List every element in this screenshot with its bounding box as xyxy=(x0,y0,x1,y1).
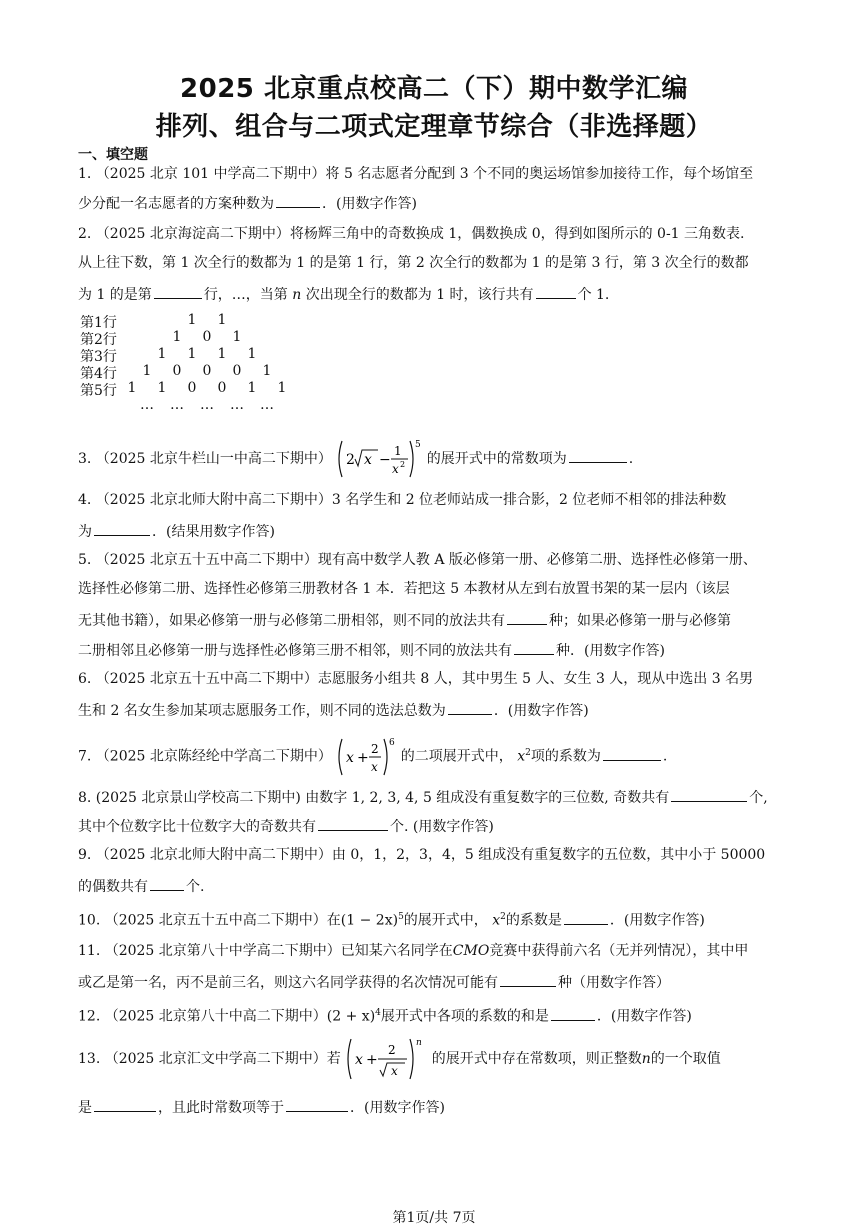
plus-sign: + xyxy=(366,1052,378,1068)
row-label: 第1行 xyxy=(80,315,117,331)
triangle-cell: 0 xyxy=(202,363,212,379)
row-label: 第3行 xyxy=(80,349,117,365)
q1-text: 少分配一名志愿者的方案种数为 xyxy=(78,196,274,212)
question-9-line-1: 9. （2025 北京北师大附中高二下期中）由 0，1，2，3，4，5 组成没有重复数字的五位数，其中小于 50000 xyxy=(78,847,766,863)
q5-text-d: 种．(用数字作答) xyxy=(556,643,665,659)
ellipsis: … xyxy=(230,397,244,413)
triangle-cell: 0 xyxy=(232,363,242,379)
ellipsis: … xyxy=(170,397,184,413)
answer-blank xyxy=(318,816,388,831)
answer-blank xyxy=(500,972,556,987)
q10-term-x: x xyxy=(492,912,501,929)
question-10-line xyxy=(78,908,798,930)
q10-expression: (1 − 2x) xyxy=(340,912,399,929)
ellipsis: … xyxy=(200,397,214,413)
q11-cmo: CMO xyxy=(452,943,490,959)
q7-tail: . xyxy=(662,748,668,765)
q7-binomial-formula xyxy=(336,735,396,779)
answer-blank xyxy=(286,1097,348,1112)
q13-variable-n: n xyxy=(641,1051,651,1067)
q7-text-b: 项的系数为 xyxy=(530,748,601,765)
triangle-cell: 1 xyxy=(247,346,257,362)
q9-text: 的偶数共有 xyxy=(78,879,148,895)
q11-tail: 种（用数字作答） xyxy=(558,975,670,991)
answer-blank xyxy=(536,284,576,299)
plus-sign: + xyxy=(357,749,370,766)
q3-source: 3. （2025 北京牛栏山一中高二下期中） xyxy=(78,451,332,467)
triangle-row xyxy=(80,346,310,363)
q5-text-b: 种；如果必修第一册与必修第 xyxy=(549,613,731,629)
q10-text: 的展开式中， xyxy=(403,912,488,929)
q11-text-a: 11. （2025 北京第八十中学高二下期中）已知某六名同学在 xyxy=(78,943,453,959)
ellipsis: … xyxy=(260,397,274,413)
question-11-line-1 xyxy=(78,942,798,960)
q5-text-a: 无其他书籍），如果必修第一册与必修第二册相邻，则不同的放法共有 xyxy=(78,613,505,629)
answer-blank xyxy=(514,640,554,655)
q2-text-a: 为 1 的是第 xyxy=(78,287,152,303)
page-footer: 第1页/共 7页 xyxy=(392,1210,476,1226)
question-8-line-2 xyxy=(78,816,798,836)
denominator-x: x xyxy=(391,1064,399,1078)
q10-term-exp: 2 xyxy=(500,912,506,922)
question-7-line xyxy=(78,731,798,775)
question-6-line-1: 6. （2025 北京五十五中高二下期中）志愿服务小组共 8 人，其中男生 5 人、女生 3 人，现从中选出 3 名男 xyxy=(78,671,754,687)
q3-tail: . xyxy=(628,451,634,467)
question-5-line-1: 5. （2025 北京五十五中高二下期中）现有高中数学人教 A 版必修第一册、必修第二册、选择性必修第一册、 xyxy=(78,552,757,568)
var-x: x xyxy=(355,1052,364,1068)
triangle-dots-row xyxy=(80,397,310,414)
answer-blank xyxy=(154,284,202,299)
coef-two: 2 xyxy=(346,452,356,468)
answer-blank xyxy=(276,193,320,208)
q7-term-x: x xyxy=(517,748,526,765)
answer-blank xyxy=(150,876,184,891)
triangle-cell: 1 xyxy=(187,346,197,362)
power: 5 xyxy=(415,440,422,450)
row-label: 第5行 xyxy=(80,383,117,399)
q10-tail: ．(用数字作答) xyxy=(609,912,705,929)
triangle-cell: 1 xyxy=(172,329,182,345)
question-4-line-2 xyxy=(78,521,798,541)
denominator-exp: 2 xyxy=(400,460,406,469)
triangle-cell: 1 xyxy=(157,346,167,362)
row-label: 第4行 xyxy=(80,366,117,382)
triangle-cell: 0 xyxy=(202,329,212,345)
answer-blank xyxy=(569,448,627,463)
numerator: 2 xyxy=(371,741,379,756)
var-x: x xyxy=(364,452,373,468)
question-1-line-1: 1. （2025 北京 101 中学高二下期中）将 5 名志愿者分配到 3 个不同的奥运场馆参加接待工作，每个场馆至 xyxy=(78,166,754,182)
numerator: 1 xyxy=(394,444,402,458)
q1-tail: ．(用数字作答) xyxy=(322,196,417,212)
answer-blank xyxy=(94,521,150,536)
q4-tail: ．(结果用数字作答) xyxy=(152,524,275,540)
power: 6 xyxy=(389,737,396,748)
triangle-row xyxy=(80,380,310,397)
q3-text: 的展开式中的常数项为 xyxy=(426,451,567,467)
triangle-cell: 1 xyxy=(187,312,197,328)
q10-text-b: 的系数是 xyxy=(505,912,562,929)
ellipsis: … xyxy=(140,397,154,413)
q2-variable-n: n xyxy=(292,287,302,303)
answer-blank xyxy=(94,1097,156,1112)
q13-tail: ．(用数字作答) xyxy=(350,1100,445,1116)
row-label: 第2行 xyxy=(80,332,117,348)
question-8-line-1 xyxy=(78,787,798,807)
question-5-line-3 xyxy=(78,610,798,630)
question-2-line-1: 2. （2025 北京海淀高二下期中）将杨辉三角中的奇数换成 1，偶数换成 0，得到如图所示的 0-1 三角数表. xyxy=(78,226,745,242)
q13-binomial-formula xyxy=(345,1035,427,1083)
question-11-line-2 xyxy=(78,972,798,992)
denominator: x xyxy=(371,759,379,774)
q12-power: 4 xyxy=(375,1008,381,1018)
question-12-line xyxy=(78,1004,798,1026)
q3-binomial-formula xyxy=(336,437,422,481)
q2-text-b: 行，…，当第 xyxy=(203,287,293,303)
q8-text-c: 其中个位数字比十位数字大的奇数共有 xyxy=(78,819,316,835)
triangle-cell: 1 xyxy=(157,380,167,396)
answer-blank xyxy=(507,610,547,625)
triangle-row xyxy=(80,312,310,329)
document-subtitle: 排列、组合与二项式定理章节综合（非选择题） xyxy=(155,112,713,142)
question-13-line-2 xyxy=(78,1097,798,1117)
q13-text-d: ，且此时常数项等于 xyxy=(158,1100,284,1116)
question-6-line-2 xyxy=(78,700,798,720)
question-1-line-2 xyxy=(78,193,798,213)
q13-source: 13. （2025 北京汇文中学高二下期中）若 xyxy=(78,1051,341,1067)
var-x: x xyxy=(346,749,355,766)
q13-text-c: 是 xyxy=(78,1100,92,1116)
q11-text-c: 或乙是第一名，丙不是前三名，则这六名同学获得的名次情况可能有 xyxy=(78,975,498,991)
minus-sign: − xyxy=(379,452,392,468)
question-3-line xyxy=(78,437,798,481)
q12-text: 展开式中各项的系数的和是 xyxy=(380,1008,549,1025)
triangle-cell: 1 xyxy=(247,380,257,396)
q7-term-exp: 2 xyxy=(525,748,531,758)
q11-text-b: 竞赛中获得前六名（无并列情况），其中甲 xyxy=(489,943,749,959)
question-4-line-1: 4. （2025 北京北师大附中高二下期中）3 名学生和 2 位老师站成一排合影，2 位老师不相邻的排法种数 xyxy=(78,492,727,508)
q8-text-b: 个, xyxy=(749,790,768,806)
triangle-cell: 1 xyxy=(232,329,242,345)
q5-text-c: 二册相邻且必修第一册与选择性必修第三册不相邻，则不同的放法共有 xyxy=(78,643,512,659)
q10-source: 10. （2025 北京五十五中高二下期中）在 xyxy=(78,912,341,929)
q8-text-a: 8. (2025 北京景山学校高二下期中) 由数字 1, 2, 3, 4, 5 组成没有重复数字的三位数, 奇数共有 xyxy=(78,790,670,806)
triangle-row xyxy=(80,329,310,346)
triangle-cell: 0 xyxy=(187,380,197,396)
q7-source: 7. （2025 北京陈经纶中学高二下期中） xyxy=(78,748,332,765)
q9-tail: 个. xyxy=(186,879,205,895)
q12-expression: (2 + x) xyxy=(326,1008,376,1025)
q7-text: 的二项展开式中， xyxy=(400,748,513,765)
section-heading: 一、填空题 xyxy=(78,147,148,163)
q8-text-d: 个. (用数字作答) xyxy=(390,819,494,835)
document-title: 2025 北京重点校高二（下）期中数学汇编 xyxy=(180,74,688,104)
q13-text: 的展开式中存在常数项，则正整数 xyxy=(431,1051,642,1067)
triangle-cell: 1 xyxy=(217,346,227,362)
power: n xyxy=(416,1038,423,1048)
q2-text-d: 个 1. xyxy=(577,287,610,303)
triangle-cell: 0 xyxy=(172,363,182,379)
question-2-line-2: 从上往下数，第 1 次全行的数都为 1 的是第 1 行，第 2 次全行的数都为 1 的是第 3 行，第 3 次全行的数都 xyxy=(78,255,749,271)
question-9-line-2 xyxy=(78,876,798,896)
triangle-cell: 1 xyxy=(262,363,272,379)
question-13-line-1 xyxy=(78,1035,798,1083)
question-5-line-4 xyxy=(78,640,798,660)
question-5-line-2: 选择性必修第二册、选择性必修第三册教材各 1 本．若把这 5 本教材从左到右放置书架的某一层内（该层 xyxy=(78,581,730,597)
triangle-cell: 1 xyxy=(277,380,287,396)
triangle-cell: 1 xyxy=(127,380,137,396)
triangle-cell: 1 xyxy=(217,312,227,328)
answer-blank xyxy=(603,746,661,761)
answer-blank xyxy=(671,787,747,802)
q12-source: 12. （2025 北京第八十中高二下期中） xyxy=(78,1008,327,1025)
binary-triangle-figure xyxy=(80,312,310,412)
question-2-line-3 xyxy=(78,284,798,304)
answer-blank xyxy=(551,1006,595,1021)
numerator: 2 xyxy=(388,1043,396,1057)
q2-text-c: 次出现全行的数都为 1 时，该行共有 xyxy=(301,287,534,303)
denominator-x: x xyxy=(392,462,400,476)
q6-text: 生和 2 名女生参加某项志愿服务工作，则不同的选法总数为 xyxy=(78,703,446,719)
q10-power: 5 xyxy=(398,912,404,922)
q13-text-b: 的一个取值 xyxy=(650,1051,721,1067)
answer-blank xyxy=(564,910,608,925)
triangle-cell: 1 xyxy=(142,363,152,379)
q4-text: 为 xyxy=(78,524,92,540)
q6-tail: ．(用数字作答) xyxy=(493,703,589,719)
triangle-cell: 0 xyxy=(217,380,227,396)
triangle-row xyxy=(80,363,310,380)
answer-blank xyxy=(448,700,492,715)
q12-tail: ．(用数字作答) xyxy=(596,1008,692,1025)
